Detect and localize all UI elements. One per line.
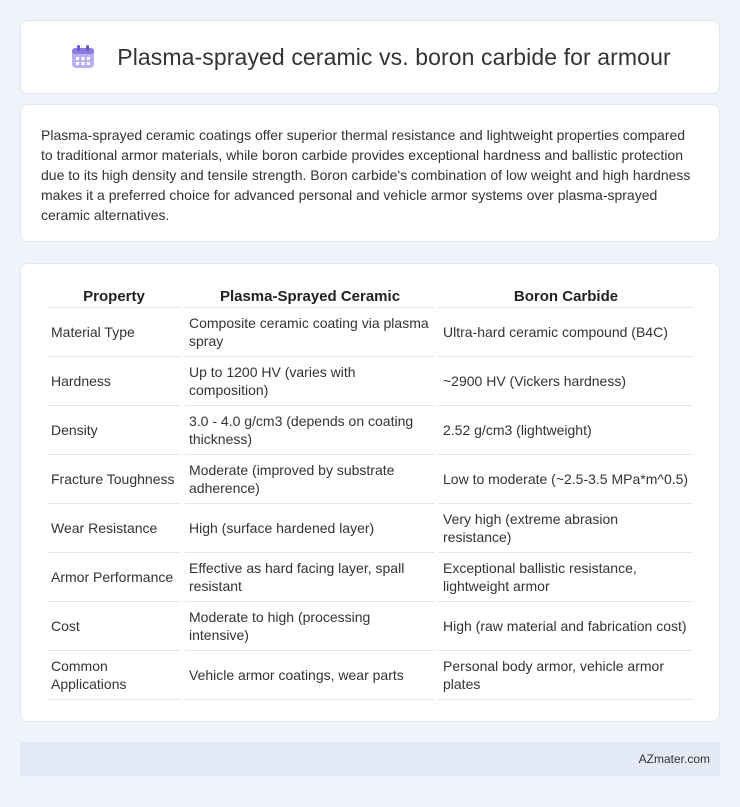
cell-boron: Low to moderate (~2.5-3.5 MPa*m^0.5) <box>439 455 693 504</box>
table-row <box>47 406 693 455</box>
cell-property: Common Applications <box>47 651 181 700</box>
table-row <box>47 553 693 602</box>
comparison-table <box>43 284 697 700</box>
cell-plasma: Vehicle armor coatings, wear parts <box>185 651 435 700</box>
cell-boron: ~2900 HV (Vickers hardness) <box>439 357 693 406</box>
cell-property: Cost <box>47 602 181 651</box>
comparison-table-card <box>20 263 720 722</box>
header-plasma-sprayed-ceramic: Plasma-Sprayed Ceramic <box>185 284 435 308</box>
cell-boron: Personal body armor, vehicle armor plates <box>439 651 693 700</box>
table-header-row <box>47 284 693 308</box>
cell-plasma: Moderate (improved by substrate adherence) <box>185 455 435 504</box>
cell-boron: Very high (extreme abrasion resistance) <box>439 504 693 553</box>
footer-site-link[interactable]: AZmater.com <box>638 752 710 766</box>
cell-plasma: Effective as hard facing layer, spall resistant <box>185 553 435 602</box>
header-property: Property <box>47 284 181 308</box>
cell-property: Density <box>47 406 181 455</box>
cell-plasma: High (surface hardened layer) <box>185 504 435 553</box>
table-row <box>47 602 693 651</box>
cell-boron: Ultra-hard ceramic compound (B4C) <box>439 308 693 357</box>
page-title: Plasma-sprayed ceramic vs. boron carbide for armour <box>117 43 671 70</box>
cell-boron: High (raw material and fabrication cost) <box>439 602 693 651</box>
cell-plasma: 3.0 - 4.0 g/cm3 (depends on coating thickness) <box>185 406 435 455</box>
cell-property: Material Type <box>47 308 181 357</box>
footer <box>20 742 720 776</box>
cell-property: Wear Resistance <box>47 504 181 553</box>
cell-plasma: Up to 1200 HV (varies with composition) <box>185 357 435 406</box>
table-row <box>47 651 693 700</box>
table-row <box>47 455 693 504</box>
cell-boron: 2.52 g/cm3 (lightweight) <box>439 406 693 455</box>
intro-card <box>20 104 720 242</box>
table-row <box>47 504 693 553</box>
cell-plasma: Composite ceramic coating via plasma spray <box>185 308 435 357</box>
cell-property: Armor Performance <box>47 553 181 602</box>
cell-property: Hardness <box>47 357 181 406</box>
header-boron-carbide: Boron Carbide <box>439 284 693 308</box>
table-row <box>47 357 693 406</box>
cell-boron: Exceptional ballistic resistance, lightweight armor <box>439 553 693 602</box>
title-card <box>20 20 720 94</box>
intro-text: Plasma-sprayed ceramic coatings offer superior thermal resistance and lightweight properties compared to traditional armor materials, while boron carbide provides exceptional hardness and ballistic protection due to its high density and tensile strength. Boron carbide's combination of low weight and high hardness makes it a preferred choice for advanced personal and vehicle armor systems over plasma-sprayed ceramic alternatives. <box>41 127 691 223</box>
calendar-icon <box>69 43 97 71</box>
cell-plasma: Moderate to high (processing intensive) <box>185 602 435 651</box>
table-row <box>47 308 693 357</box>
cell-property: Fracture Toughness <box>47 455 181 504</box>
